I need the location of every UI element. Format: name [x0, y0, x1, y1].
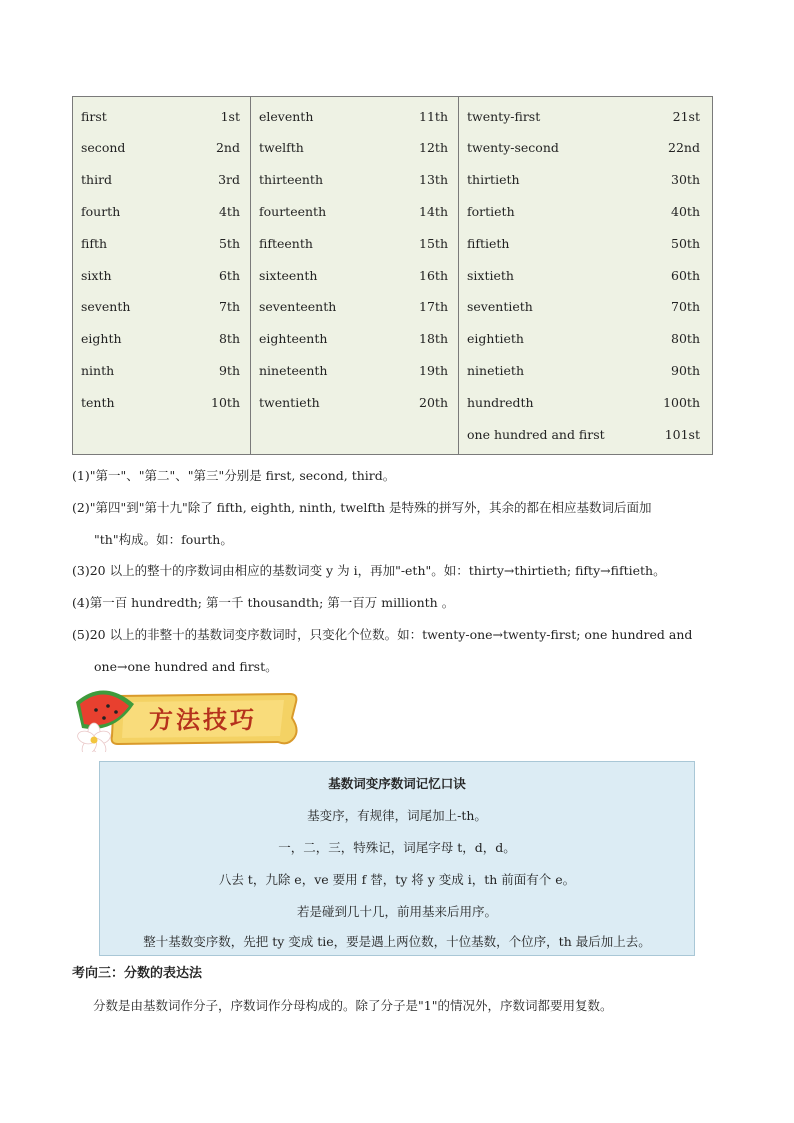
note-1: (1)"第一"、"第二"、"第三"分别是 first, second, third。 [72, 468, 396, 483]
table-row [459, 360, 712, 380]
ordinal-abbreviation: 19th [419, 362, 448, 378]
table-row [73, 106, 250, 126]
ordinal-abbreviation: 2nd [215, 140, 240, 156]
ordinal-word: sixteenth [259, 267, 318, 283]
ordinal-word: twelfth [259, 140, 304, 156]
ordinal-word: hundredth [467, 394, 534, 410]
table-row [73, 138, 250, 158]
ordinal-word: thirtieth [467, 172, 520, 188]
ordinal-word: twenty-first [467, 108, 541, 124]
ordinal-word: nineteenth [259, 362, 328, 378]
table-row [251, 138, 458, 158]
ordinal-word: fortieth [467, 203, 515, 219]
ordinal-abbreviation: 15th [419, 235, 448, 251]
ordinal-word: fiftieth [467, 235, 510, 251]
table-row [459, 392, 712, 412]
ordinal-abbreviation: 90th [671, 362, 700, 378]
mnemonic-line-1: 基变序，有规律，词尾加上-th。 [307, 808, 487, 823]
ordinal-word: one hundred and first [467, 426, 605, 442]
note-3: (3)20 以上的整十的序数词由相应的基数词变 y 为 i，再加"-eth"。如：thirty→thirtieth; fifty→fiftieth。 [72, 563, 666, 579]
note-5-continued: one→one hundred and first。 [94, 658, 278, 674]
table-column-3 [458, 97, 712, 454]
mnemonic-line-4: 若是碰到几十几，前用基来后用序。 [296, 904, 497, 919]
ordinal-word: third [81, 172, 113, 188]
ordinal-word: eleventh [259, 108, 314, 124]
ordinal-word: eighteenth [259, 331, 328, 347]
banner-label: 方法技巧 [149, 705, 257, 734]
table-row [73, 233, 250, 253]
table-row [251, 106, 458, 126]
ordinal-word: seventh [81, 299, 131, 315]
table-row [459, 297, 712, 317]
ordinal-abbreviation: 100th [663, 394, 700, 410]
table-row [73, 360, 250, 380]
table-row [73, 265, 250, 285]
ordinal-abbreviation: 80th [671, 331, 700, 347]
table-row [251, 233, 458, 253]
ordinal-word: eightieth [467, 331, 524, 347]
ordinal-word: tenth [81, 394, 115, 410]
section-paragraph: 分数是由基数词作分子，序数词作分母构成的。除了分子是"1"的情况外，序数词都要用复数。 [93, 998, 613, 1013]
table-row [459, 424, 712, 444]
ordinal-word: fourth [81, 203, 121, 219]
ordinal-abbreviation: 1st [220, 108, 240, 124]
mnemonic-line-3: 八去 t，九除 e，ve 要用 f 替，ty 将 y 变成 i，th 前面有个 e。 [218, 872, 576, 887]
ordinal-word: twenty-second [467, 140, 559, 156]
table-column-2 [250, 97, 458, 454]
ordinal-word: ninth [81, 362, 115, 378]
table-row [459, 106, 712, 126]
ordinal-abbreviation: 20th [419, 394, 448, 410]
method-tips-banner [74, 682, 300, 752]
ordinal-abbreviation: 3rd [218, 172, 240, 188]
ordinal-number-table [72, 96, 713, 455]
ordinal-abbreviation: 16th [419, 267, 448, 283]
section-heading: 考向三：分数的表达法 [72, 966, 203, 981]
ordinal-abbreviation: 60th [671, 267, 700, 283]
table-column-1 [73, 97, 250, 454]
table-row [459, 170, 712, 190]
table-row [251, 265, 458, 285]
ordinal-word: thirteenth [259, 172, 323, 188]
ordinal-word: seventeenth [259, 299, 337, 315]
table-row [251, 360, 458, 380]
ordinal-word: sixth [81, 267, 112, 283]
ordinal-word: fifteenth [259, 235, 313, 251]
rules-notes [72, 460, 732, 683]
table-row [251, 201, 458, 221]
ordinal-abbreviation: 14th [419, 203, 448, 219]
ordinal-abbreviation: 30th [671, 172, 700, 188]
table-row [459, 233, 712, 253]
note-2-continued: "th"构成。如：fourth。 [94, 531, 233, 547]
ordinal-abbreviation: 50th [671, 235, 700, 251]
table-row [459, 201, 712, 221]
mnemonic-line-2: 一，二，三，特殊记，词尾字母 t，d，d。 [278, 840, 516, 855]
table-row [251, 392, 458, 412]
mnemonic-title: 基数词变序数词记忆口诀 [328, 776, 466, 791]
note-4: (4)第一百 hundredth; 第一千 thousandth; 第一百万 millionth 。 [72, 595, 455, 611]
mnemonic-line-5: 整十基数变序数，先把 ty 变成 tie，要是遇上两位数，十位基数，个位序，th 最后加上去。 [143, 934, 651, 949]
ordinal-abbreviation: 7th [218, 299, 240, 315]
table-row [73, 392, 250, 412]
ordinal-word: twentieth [259, 394, 320, 410]
ordinal-abbreviation: 70th [671, 299, 700, 315]
table-row [73, 170, 250, 190]
ordinal-word: fourteenth [259, 203, 327, 219]
table-row [251, 297, 458, 317]
ordinal-abbreviation: 11th [419, 108, 448, 124]
ordinal-word: sixtieth [467, 267, 514, 283]
ordinal-abbreviation: 12th [419, 140, 448, 156]
ordinal-abbreviation: 5th [218, 235, 240, 251]
ordinal-abbreviation: 10th [211, 394, 240, 410]
note-5: (5)20 以上的非整十的基数词变序数词时，只变化个位数。如：twenty-one→twenty-first; one hundred and [72, 626, 693, 642]
ordinal-abbreviation: 40th [671, 203, 700, 219]
table-row [73, 297, 250, 317]
ordinal-abbreviation: 101st [664, 426, 700, 442]
ordinal-abbreviation: 6th [218, 267, 240, 283]
mnemonic-box [99, 761, 695, 956]
table-row [459, 265, 712, 285]
table-row [73, 201, 250, 221]
ordinal-abbreviation: 21st [672, 108, 700, 124]
ordinal-word: eighth [81, 331, 122, 347]
ordinal-word: ninetieth [467, 362, 524, 378]
ordinal-abbreviation: 13th [419, 172, 448, 188]
ordinal-abbreviation: 8th [218, 331, 240, 347]
ordinal-abbreviation: 22nd [668, 140, 700, 156]
ordinal-abbreviation: 17th [419, 299, 448, 315]
ordinal-word: second [81, 140, 126, 156]
table-row [459, 329, 712, 349]
ordinal-abbreviation: 4th [218, 203, 240, 219]
ordinal-word: fifth [81, 235, 108, 251]
table-row [73, 329, 250, 349]
table-row [459, 138, 712, 158]
note-2: (2)"第四"到"第十九"除了 fifth, eighth, ninth, twelfth 是特殊的拼写外，其余的都在相应基数词后面加 [72, 499, 652, 515]
ordinal-word: first [81, 108, 107, 124]
table-row [251, 329, 458, 349]
ordinal-abbreviation: 18th [419, 331, 448, 347]
ordinal-word: seventieth [467, 299, 533, 315]
table-row [251, 170, 458, 190]
ordinal-abbreviation: 9th [218, 362, 240, 378]
